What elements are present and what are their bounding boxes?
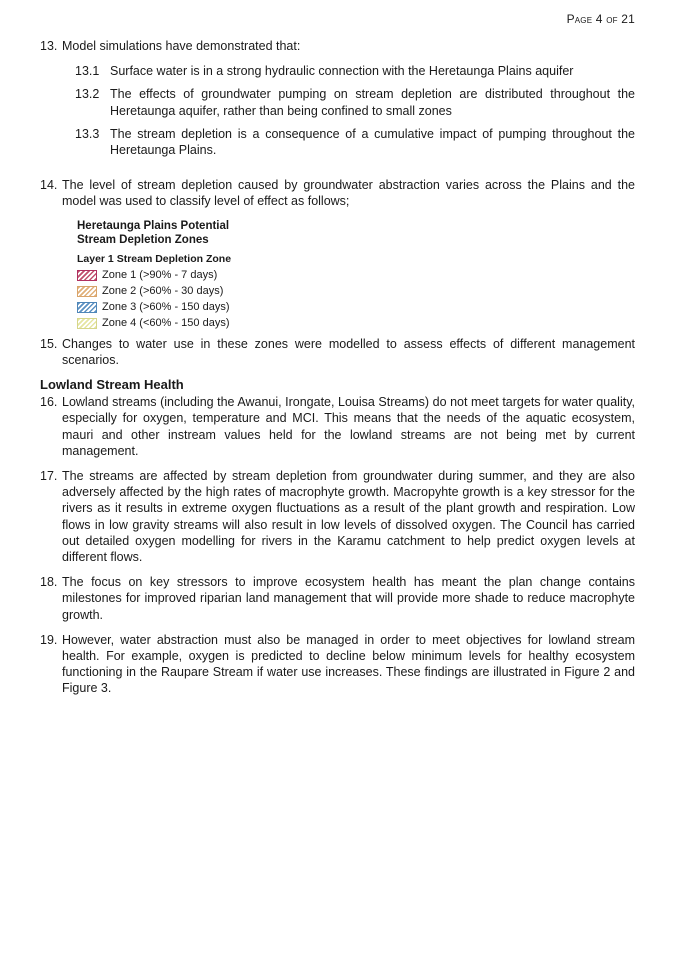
paragraph-text: However, water abstraction must also be managed in order to meet objectives for lowland stream health. For example, oxygen is predicted to decline below minimum levels for healthy ecosystem functioning in the Raupare Stream if water use increases. These findings are illustrated in Figure 2 and Figure 3. [62,632,635,696]
paragraph-text: The streams are affected by stream depletion from groundwater during summer, and they are also adversely affected by the high rates of macrophyte growth. Macropyhte growth is a key stressor for the rivers as it results in extreme oxygen fluctuations as a result of the plant growth and respiration. Low flows in low gravity streams will also result in low levels of dissolved oxygen. The Council has carried out detailed oxygen modelling for rivers in the Karamu catchment to help predict oxygen levels at different flows. [62,469,635,565]
zone-2-hatch-swatch [77,286,97,297]
paragraph-14 [40,177,635,209]
subparagraph-13-1 [75,63,635,79]
paragraph-number: 17. [40,469,58,484]
subparagraph-number: 13.2 [75,87,100,102]
paragraph-number: 16. [40,395,58,410]
paragraph-text: Model simulations have demonstrated that: [62,39,301,53]
paragraph-number: 14. [40,178,58,193]
legend-subtitle: Layer 1 Stream Depletion Zone [77,252,232,265]
paragraph-19 [40,632,635,697]
legend-title: Heretaunga Plains Potential Stream Depletion Zones [77,219,230,246]
zone-4-hatch-swatch [77,318,97,329]
paragraph-text: Changes to water use in these zones were modelled to assess effects of different management scenarios. [62,336,635,367]
subparagraph-text: Surface water is in a strong hydraulic connection with the Heretaunga Plains aquifer [110,64,574,79]
zone-1-hatch-swatch [77,270,97,281]
paragraph-number: 18. [40,575,58,590]
paragraph-16 [40,394,635,459]
paragraph-text: The level of stream depletion caused by groundwater abstraction varies across the Plains and the model was used to classify level of effect as follows; [62,178,635,209]
paragraph-text: Lowland streams (including the Awanui, Irongate, Louisa Streams) do not meet targets for water quality, especially for oxygen, temperature and MCI. This means that the needs of the aquatic ecosystem, mauri and other instream values held for the lowland streams are not being met by current management. [62,395,635,458]
subparagraph-13-3 [75,126,635,158]
legend-zone-label: Zone 2 (>60% - 30 days) [102,285,224,298]
legend-zone-label: Zone 4 (<60% - 150 days) [102,317,230,330]
paragraph-number: 15. [40,336,58,351]
subparagraph-number: 13.1 [75,64,100,79]
legend-zone-label: Zone 3 (>60% - 150 days) [102,301,230,314]
zone-3-hatch-swatch [77,302,97,313]
legend-zone-label: Zone 1 (>90% - 7 days) [102,269,218,282]
paragraph-18 [40,574,635,623]
paragraph-17 [40,468,635,565]
section-heading: Lowland Stream Health [40,377,184,393]
legend-zone-2 [77,284,635,300]
paragraph-number: 19. [40,632,58,647]
depletion-zone-legend [77,219,635,332]
subparagraph-number: 13.3 [75,126,100,141]
legend-zone-1 [77,268,635,284]
legend-zone-3 [77,300,635,316]
page-number: Page 4 of 21 [566,12,635,26]
paragraph-text: The focus on key stressors to improve ecosystem health has meant the plan change contains milestones for improved riparian land management that will provide more shade to reduce macrophyte growth. [62,575,635,622]
subparagraph-text: The stream depletion is a consequence of a cumulative impact of pumping throughout the Heretaunga Plains. [110,126,635,158]
document-body [40,38,635,706]
subparagraph-13-2 [75,86,635,118]
subparagraph-text: The effects of groundwater pumping on stream depletion are distributed throughout the Heretaunga aquifer, rather than being confined to small zones [110,87,635,118]
paragraph-number: 13. [40,39,58,53]
paragraph-15 [40,336,635,368]
legend-zone-4 [77,316,635,332]
paragraph-13 [40,38,635,54]
